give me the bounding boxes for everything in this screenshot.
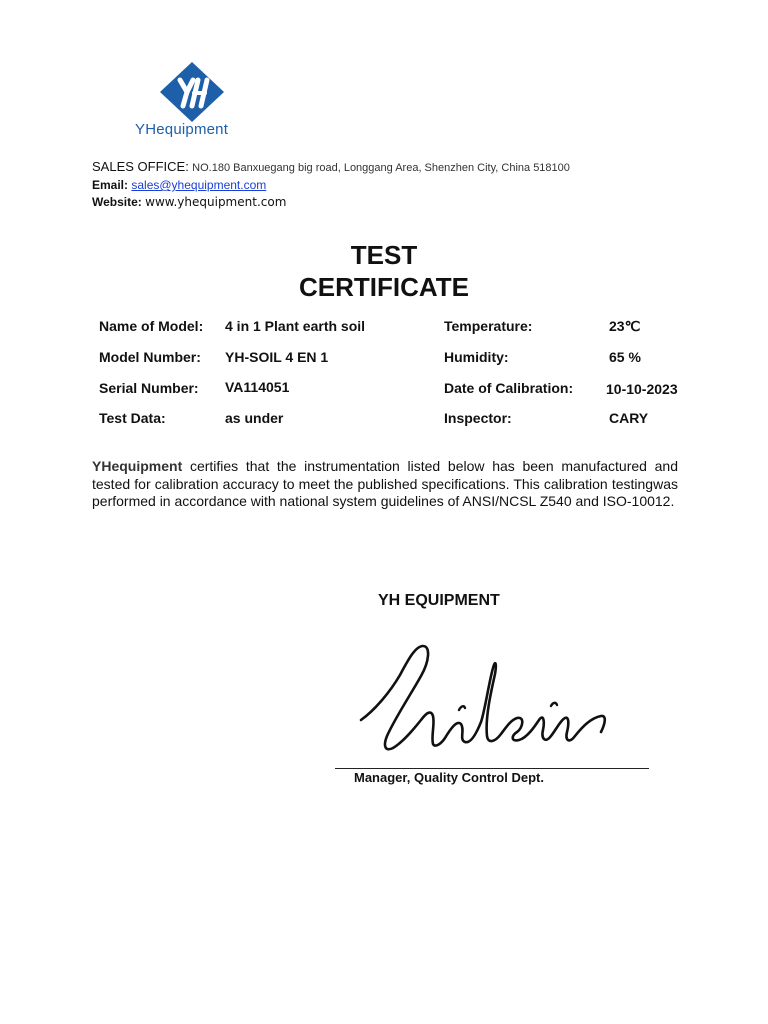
sales-office-address: NO.180 Banxuegang big road, Longgang Area, Shenzhen City, China 518100 bbox=[192, 162, 570, 174]
handwritten-signature bbox=[355, 640, 615, 760]
signer-title: Manager, Quality Control Dept. bbox=[354, 770, 544, 785]
email-row bbox=[92, 177, 570, 194]
yh-logo-icon bbox=[160, 62, 224, 122]
calibration-date-label: Date of Calibration: bbox=[444, 380, 574, 396]
humidity-label: Humidity: bbox=[444, 349, 509, 365]
humidity-value: 65 % bbox=[609, 349, 641, 365]
calibration-date-value: 10-10-2023 bbox=[606, 381, 678, 397]
website-row bbox=[92, 194, 570, 211]
signature-line bbox=[335, 768, 649, 769]
logo-brand-text: YHequipment bbox=[135, 121, 229, 138]
website-label: Website: bbox=[92, 195, 142, 209]
model-number-value: YH-SOIL 4 EN 1 bbox=[225, 349, 329, 365]
sales-office-label: SALES OFFICE: bbox=[92, 159, 189, 174]
contact-block bbox=[92, 158, 570, 211]
serial-number-label: Serial Number: bbox=[99, 380, 199, 396]
title-line-1: TEST bbox=[350, 240, 418, 270]
inspector-label: Inspector: bbox=[444, 410, 512, 426]
temperature-value: 23℃ bbox=[609, 318, 641, 334]
signing-organization: YH EQUIPMENT bbox=[378, 592, 500, 609]
inspector-value: CARY bbox=[609, 410, 649, 426]
test-data-label: Test Data: bbox=[99, 410, 166, 426]
model-name-label: Name of Model: bbox=[99, 318, 204, 334]
statement-company: YHequipment bbox=[92, 458, 183, 474]
sales-office-row bbox=[92, 158, 570, 177]
certificate-title bbox=[0, 239, 768, 303]
title-line-2: CERTIFICATE bbox=[299, 272, 469, 302]
website-value: www.yhequipment.com bbox=[145, 195, 287, 209]
temperature-label: Temperature: bbox=[444, 318, 533, 334]
certification-statement bbox=[92, 458, 678, 511]
test-data-value: as under bbox=[225, 410, 284, 426]
statement-text: certifies that the instrumentation listed below has been manufactured and tested for calibration accuracy to meet the published specifications. This calibration testingwas performed in accordance with national system guidelines of ANSI/NCSL Z540 and ISO-10012. bbox=[92, 458, 678, 509]
email-label: Email: bbox=[92, 178, 129, 192]
model-number-label: Model Number: bbox=[99, 349, 201, 365]
email-link[interactable]: sales@yhequipment.com bbox=[131, 178, 267, 192]
company-logo bbox=[130, 62, 254, 142]
serial-number-value: VA114051 bbox=[225, 379, 290, 395]
model-name-value: 4 in 1 Plant earth soil bbox=[225, 318, 366, 334]
